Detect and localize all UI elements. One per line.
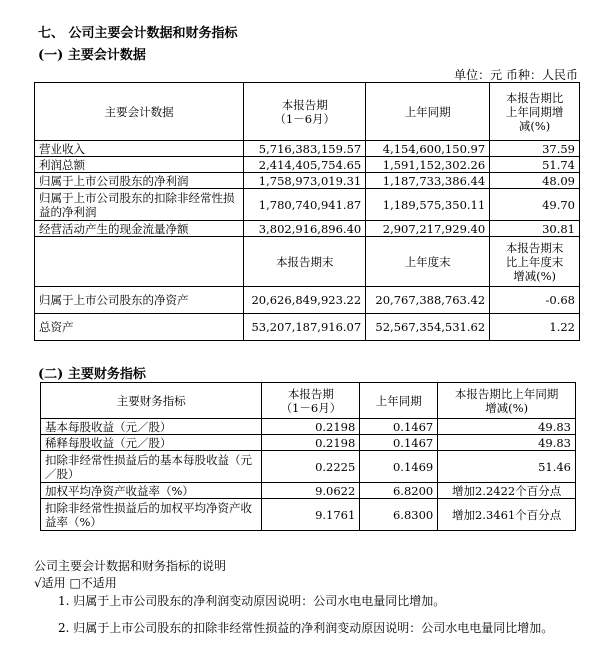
table-row [35, 221, 580, 237]
table-row [41, 435, 576, 451]
value-cell: 0.2225 [262, 451, 360, 483]
value-cell: 49.70 [490, 189, 580, 221]
value-cell: 53,207,187,916.07 [244, 314, 366, 341]
row-label: 利润总额 [35, 157, 244, 173]
value-cell: 1.22 [490, 314, 580, 341]
accounting-data-table [34, 82, 580, 341]
value-cell: 2,414,405,754.65 [244, 157, 366, 173]
row-label: 经营活动产生的现金流量净额 [35, 221, 244, 237]
header-cell: 主要财务指标 [41, 383, 262, 419]
header-cell: 本报告期比 上年同期增 减(%) [490, 83, 580, 141]
value-cell: -0.68 [490, 287, 580, 314]
value-cell: 1,189,575,350.11 [366, 189, 490, 221]
value-cell: 0.2198 [262, 435, 360, 451]
value-cell: 增加2.3461个百分点 [438, 499, 576, 531]
unit-line: 单位：元 币种：人民币 [454, 68, 578, 82]
row-label: 加权平均净资产收益率（%） [41, 483, 262, 499]
value-cell: 0.2198 [262, 419, 360, 435]
subsection-title-2: (二) 主要财务指标 [38, 367, 146, 382]
value-cell: 6.8300 [360, 499, 438, 531]
value-cell: 51.46 [438, 451, 576, 483]
value-cell: 1,591,152,302.26 [366, 157, 490, 173]
value-cell: 0.1469 [360, 451, 438, 483]
section-title: 七、 公司主要会计数据和财务指标 [38, 26, 238, 41]
row-label: 扣除非经常性损益后的基本每股收益（元／股） [41, 451, 262, 483]
value-cell: 0.1467 [360, 419, 438, 435]
table-row [35, 141, 580, 157]
row-label: 归属于上市公司股东的扣除非经常性损益的净利润 [35, 189, 244, 221]
header-cell: 上年度末 [366, 237, 490, 287]
table-row [35, 314, 580, 341]
table-header-row [35, 83, 580, 141]
value-cell: 1,780,740,941.87 [244, 189, 366, 221]
value-cell: 9.1761 [262, 499, 360, 531]
note-item-1: 1. 归属于上市公司股东的净利润变动原因说明：公司水电电量同比增加。 [58, 594, 446, 608]
value-cell: 1,187,733,386.44 [366, 173, 490, 189]
header-cell: 本报告期末 比上年度末 增减(%) [490, 237, 580, 287]
table-header-row [41, 383, 576, 419]
row-label: 营业收入 [35, 141, 244, 157]
applicability-checkbox-line: √适用 □不适用 [34, 576, 117, 590]
empty-cell [35, 237, 244, 287]
value-cell: 1,758,973,019.31 [244, 173, 366, 189]
financial-indicators-table [40, 382, 576, 531]
row-label: 稀释每股收益（元／股） [41, 435, 262, 451]
row-label: 归属于上市公司股东的净资产 [35, 287, 244, 314]
header-cell: 本报告期 （1－6月） [262, 383, 360, 419]
subsection-title-1: (一) 主要会计数据 [38, 48, 146, 63]
value-cell: 5,716,383,159.57 [244, 141, 366, 157]
value-cell: 增加2.2422个百分点 [438, 483, 576, 499]
value-cell: 52,567,354,531.62 [366, 314, 490, 341]
value-cell: 30.81 [490, 221, 580, 237]
table-row [35, 157, 580, 173]
value-cell: 20,767,388,763.42 [366, 287, 490, 314]
value-cell: 2,907,217,929.40 [366, 221, 490, 237]
value-cell: 0.1467 [360, 435, 438, 451]
table-row [41, 483, 576, 499]
value-cell: 9.0622 [262, 483, 360, 499]
value-cell: 3,802,916,896.40 [244, 221, 366, 237]
note-item-2: 2. 归属于上市公司股东的扣除非经常性损益的净利润变动原因说明：公司水电电量同比增加。 [58, 621, 554, 635]
row-label: 扣除非经常性损益后的加权平均净资产收益率（%） [41, 499, 262, 531]
row-label: 归属于上市公司股东的净利润 [35, 173, 244, 189]
value-cell: 49.83 [438, 419, 576, 435]
table-header-row [35, 237, 580, 287]
value-cell: 51.74 [490, 157, 580, 173]
notes-title: 公司主要会计数据和财务指标的说明 [34, 559, 227, 573]
value-cell: 37.59 [490, 141, 580, 157]
value-cell: 4,154,600,150.97 [366, 141, 490, 157]
value-cell: 49.83 [438, 435, 576, 451]
table-row [41, 499, 576, 531]
value-cell: 6.8200 [360, 483, 438, 499]
header-cell: 上年同期 [360, 383, 438, 419]
header-cell: 本报告期 （1－6月） [244, 83, 366, 141]
header-cell: 主要会计数据 [35, 83, 244, 141]
table-row [41, 419, 576, 435]
value-cell: 48.09 [490, 173, 580, 189]
header-cell: 本报告期比上年同期 增减(%) [438, 383, 576, 419]
row-label: 基本每股收益（元／股） [41, 419, 262, 435]
header-cell: 上年同期 [366, 83, 490, 141]
row-label: 总资产 [35, 314, 244, 341]
header-cell: 本报告期末 [244, 237, 366, 287]
value-cell: 20,626,849,923.22 [244, 287, 366, 314]
table-row [41, 451, 576, 483]
table-row [35, 287, 580, 314]
table-row [35, 173, 580, 189]
table-row [35, 189, 580, 221]
